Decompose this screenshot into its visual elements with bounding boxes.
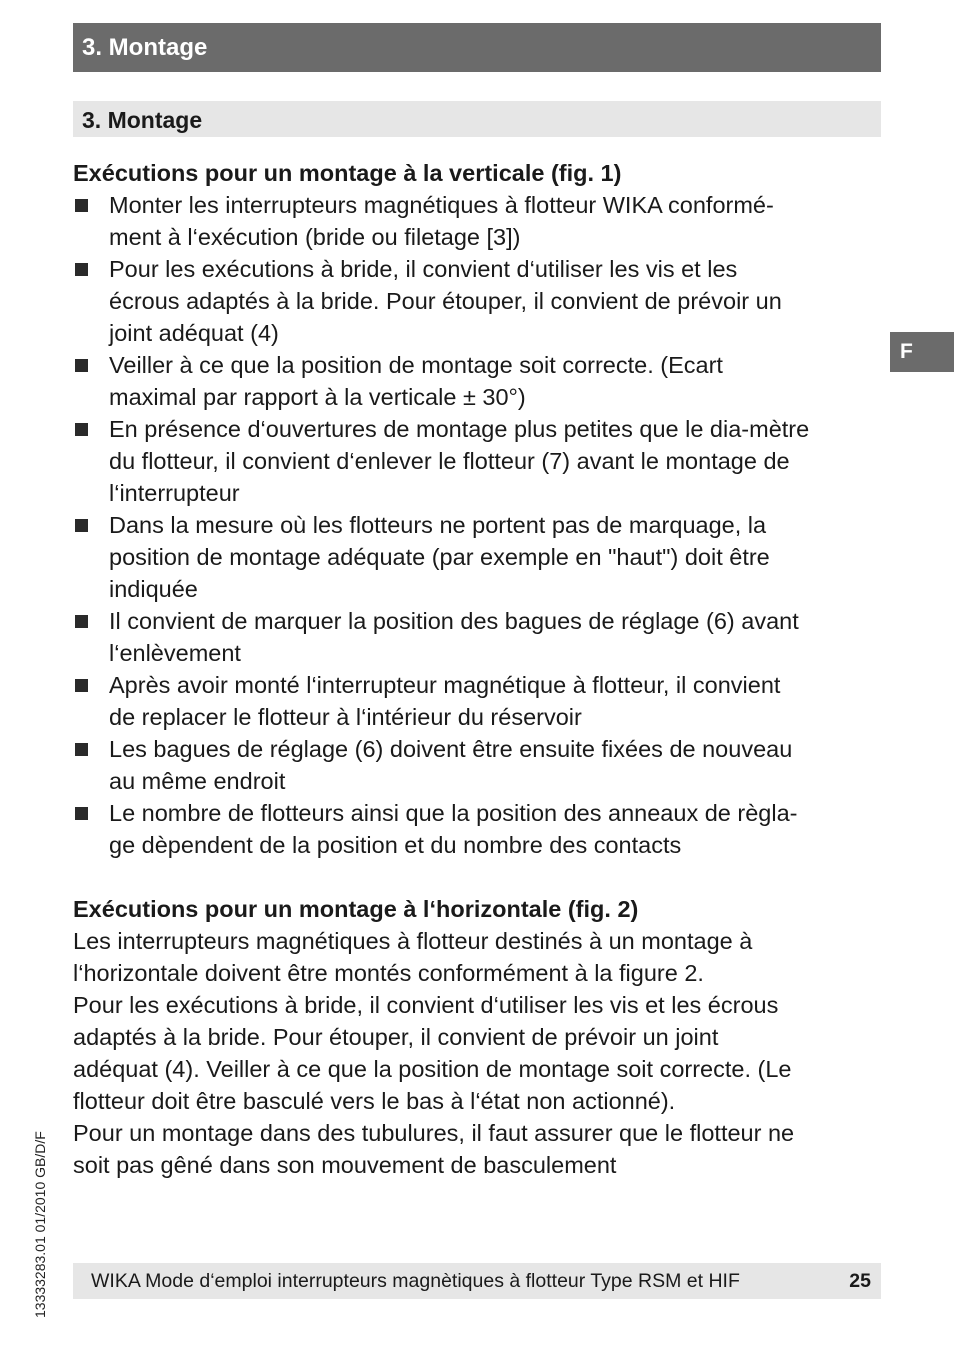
page-content	[73, 157, 885, 1181]
list-item	[73, 669, 885, 733]
language-label: F	[900, 340, 913, 363]
list-item-line: Dans la mesure où les flotteurs ne portent pas de marquage, la	[109, 512, 767, 538]
chapter-title: 3. Montage	[82, 34, 208, 61]
document-code: 13333283.01 01/2010 GB/D/F	[32, 1131, 48, 1318]
language-tab	[890, 332, 954, 372]
list-item	[73, 189, 885, 253]
horizontal-paragraph	[73, 925, 885, 1181]
spacer	[73, 861, 885, 893]
section-header	[73, 101, 881, 137]
list-item-line: du flotteur, il convient d‘enlever le flotteur (7) avant le montage de	[109, 448, 790, 474]
square-bullet-icon	[75, 679, 88, 692]
chapter-header	[73, 23, 881, 72]
list-item	[73, 605, 885, 669]
square-bullet-icon	[75, 807, 88, 820]
page-footer	[73, 1263, 881, 1299]
vertical-heading: Exécutions pour un montage à la verticale (fig. 1)	[73, 160, 622, 186]
list-item-line: Pour les exécutions à bride, il convient d‘utiliser les vis et les	[109, 256, 738, 282]
paragraph-line: Les interrupteurs magnétiques à flotteur destinés à un montage à	[73, 928, 753, 954]
paragraph-line: soit pas gêné dans son mouvement de basculement	[73, 1152, 617, 1178]
list-item-line: Après avoir monté l‘interrupteur magnétique à flotteur, il convient	[109, 672, 781, 698]
section-title: 3. Montage	[82, 107, 203, 133]
list-item-line: position de montage adéquate (par exemple en "haut") doit être	[109, 544, 770, 570]
list-item-line: Veiller à ce que la position de montage soit correcte. (Ecart	[109, 352, 723, 378]
square-bullet-icon	[75, 423, 88, 436]
square-bullet-icon	[75, 743, 88, 756]
list-item-line: l‘interrupteur	[109, 480, 240, 506]
paragraph-line: adaptés à la bride. Pour étouper, il convient de prévoir un joint	[73, 1024, 719, 1050]
footer-text: WIKA Mode d‘emploi interrupteurs magnètiques à flotteur Type RSM et HIF	[91, 1270, 740, 1292]
square-bullet-icon	[75, 199, 88, 212]
list-item	[73, 797, 885, 861]
list-item-line: indiquée	[109, 576, 198, 602]
vertical-bullet-list	[73, 189, 885, 861]
list-item-line: maximal par rapport à la verticale ± 30°)	[109, 384, 526, 410]
list-item-line: écrous adaptés à la bride. Pour étouper, il convient de prévoir un	[109, 288, 782, 314]
list-item-line: ment à l‘exécution (bride ou filetage [3])	[109, 224, 521, 250]
list-item	[73, 349, 885, 413]
list-item-line: Monter les interrupteurs magnétiques à flotteur WIKA conformé-	[109, 192, 774, 218]
paragraph-line: adéquat (4). Veiller à ce que la position de montage soit correcte. (Le	[73, 1056, 792, 1082]
list-item	[73, 253, 885, 349]
list-item	[73, 509, 885, 605]
horizontal-heading: Exécutions pour un montage à l‘horizontale (fig. 2)	[73, 896, 639, 922]
square-bullet-icon	[75, 359, 88, 372]
page-number: 25	[849, 1270, 871, 1292]
list-item-line: au même endroit	[109, 768, 286, 794]
list-item-line: l‘enlèvement	[109, 640, 241, 666]
list-item-line: En présence d‘ouvertures de montage plus petites que le dia-mètre	[109, 416, 810, 442]
paragraph-line: flotteur doit être basculé vers le bas à l‘état non actionné).	[73, 1088, 676, 1114]
list-item	[73, 413, 885, 509]
list-item-line: ge dèpendent de la position et du nombre des contacts	[109, 832, 682, 858]
list-item	[73, 733, 885, 797]
list-item-line: Il convient de marquer la position des bagues de réglage (6) avant	[109, 608, 799, 634]
list-item-line: Le nombre de flotteurs ainsi que la position des anneaux de règla-	[109, 800, 798, 826]
paragraph-line: Pour les exécutions à bride, il convient d‘utiliser les vis et les écrous	[73, 992, 779, 1018]
list-item-line: Les bagues de réglage (6) doivent être ensuite fixées de nouveau	[109, 736, 793, 762]
list-item-line: de replacer le flotteur à l‘intérieur du réservoir	[109, 704, 582, 730]
list-item-line: joint adéquat (4)	[109, 320, 279, 346]
paragraph-line: l‘horizontale doivent être montés conformément à la figure 2.	[73, 960, 704, 986]
paragraph-line: Pour un montage dans des tubulures, il faut assurer que le flotteur ne	[73, 1120, 795, 1146]
square-bullet-icon	[75, 263, 88, 276]
square-bullet-icon	[75, 615, 88, 628]
square-bullet-icon	[75, 519, 88, 532]
